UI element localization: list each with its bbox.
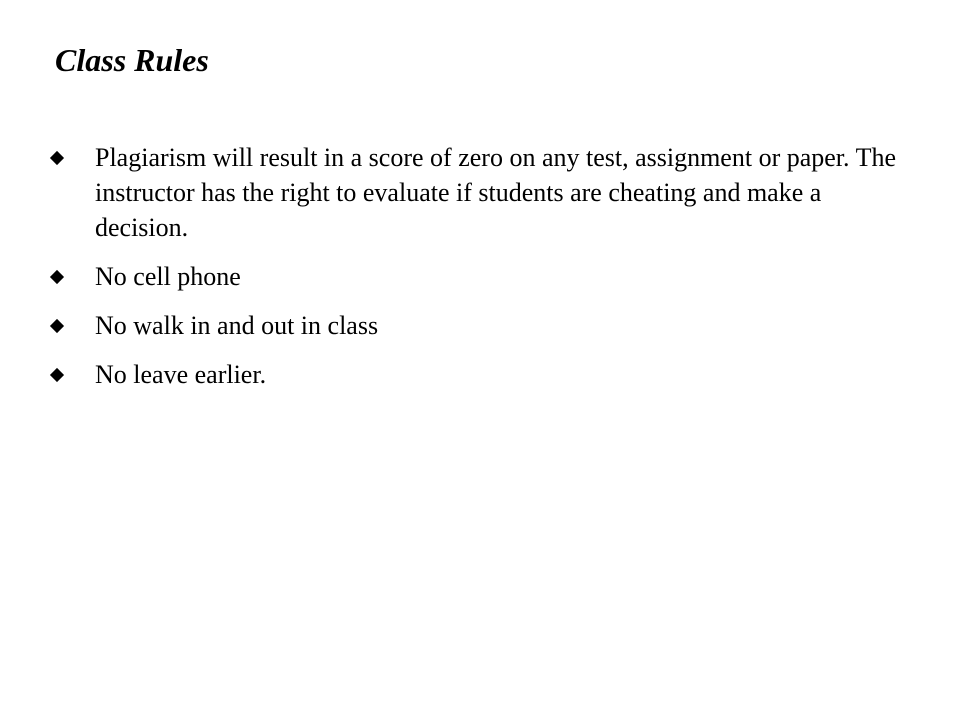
bullet-text: No leave earlier. xyxy=(95,360,267,389)
bullet-item-leave-earlier xyxy=(48,357,908,392)
diamond-bullet-icon xyxy=(50,319,64,333)
bullet-text: No cell phone xyxy=(95,262,241,291)
diamond-bullet-icon xyxy=(50,270,64,284)
bullet-item-plagiarism xyxy=(48,140,908,245)
bullet-item-walk-in-out xyxy=(48,308,908,343)
bullet-list xyxy=(48,140,908,406)
slide-title: Class Rules xyxy=(55,42,209,78)
bullet-text: No walk in and out in class xyxy=(95,311,379,340)
diamond-bullet-icon xyxy=(50,368,64,382)
bullet-text: Plagiarism will result in a score of zero on any test, assignment or paper. The instructor has the right to evaluate if students are cheating and make a decision. xyxy=(95,143,896,242)
bullet-item-cell-phone xyxy=(48,259,908,294)
diamond-bullet-icon xyxy=(50,151,64,165)
